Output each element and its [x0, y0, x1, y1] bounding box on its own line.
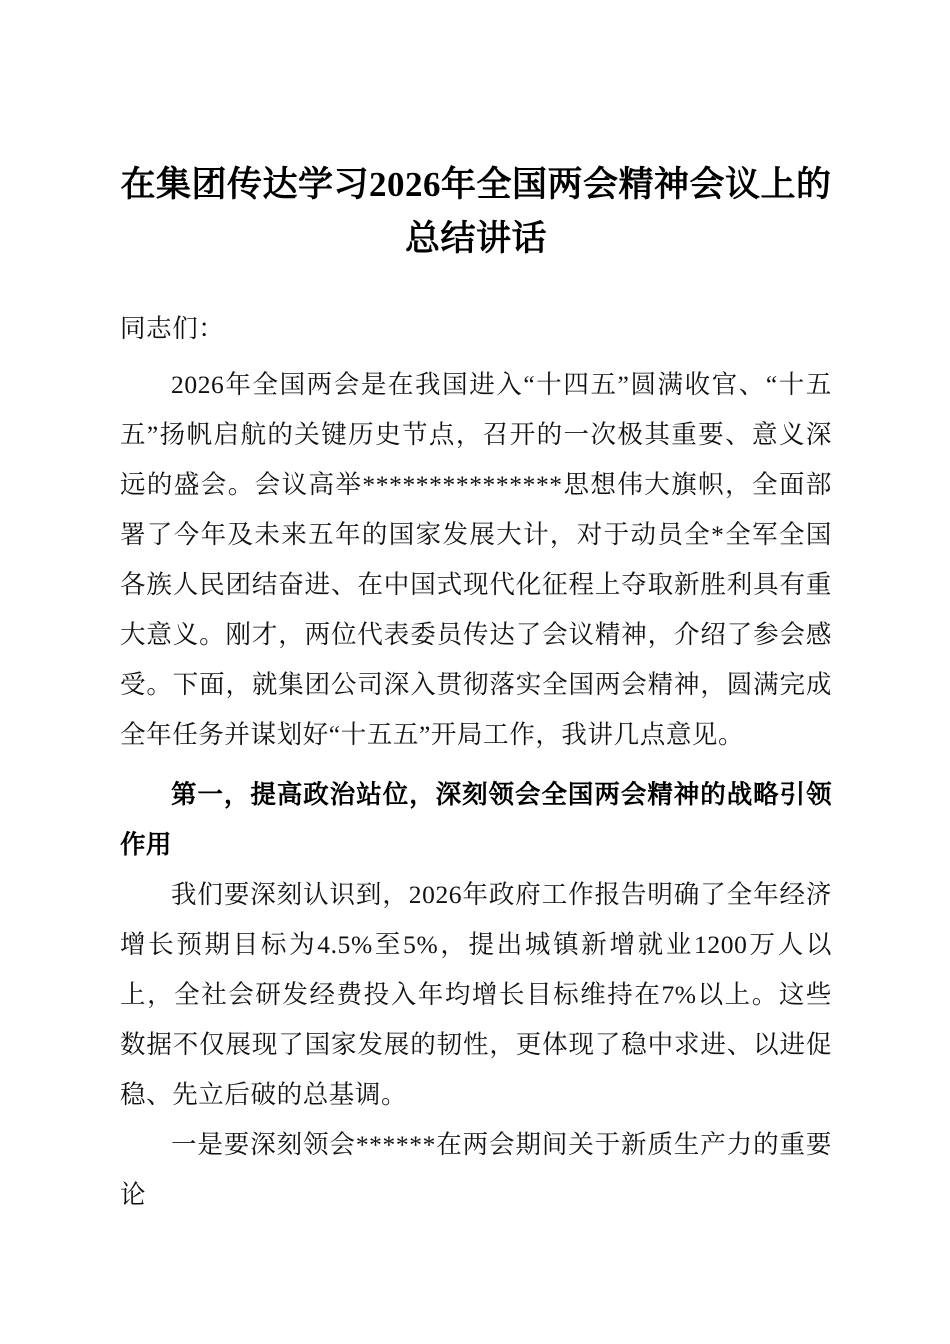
document-content — [120, 0, 832, 1220]
paragraph-section-one-body: 我们要深刻认识到，2026年政府工作报告明确了全年经济增长预期目标为4.5%至5%，提出城镇新增就业1200万人以上，全社会研发经费投入年均增长目标维持在7%以上。这些数据不仅展现了国家发展的韧性，更体现了稳中求进、以进促稳、先立后破的总基调。 — [120, 880, 832, 1109]
section-heading-one: 第一，提高政治站位，深刻领会全国两会精神的战略引领作用 — [120, 781, 832, 859]
paragraph-opening: 2026年全国两会是在我国进入“十四五”圆满收官、“十五五”扬帆启航的关键历史节点，召开的一次极其重要、意义深远的盛会。会议高举***************思想伟大旗帜，全面部署了今年及未来五年的国家发展大计，对于动员全*全军全国各族人民团结奋进、在中国式现代化征程上夺取新胜利具有重大意义。刚才，两位代表委员传达了会议精神，介绍了参会感受。下面，就集团公司深入贯彻落实全国两会精神，圆满完成全年任务并谋划好“十五五”开局工作，我讲几点意见。 — [120, 370, 832, 749]
paragraph-point-one: 一是要深刻领会******在两会期间关于新质生产力的重要论 — [120, 1130, 832, 1209]
page-title: 在集团传达学习2026年全国两会精神会议上的总结讲话 — [120, 165, 832, 258]
salutation-line: 同志们： — [120, 314, 225, 343]
